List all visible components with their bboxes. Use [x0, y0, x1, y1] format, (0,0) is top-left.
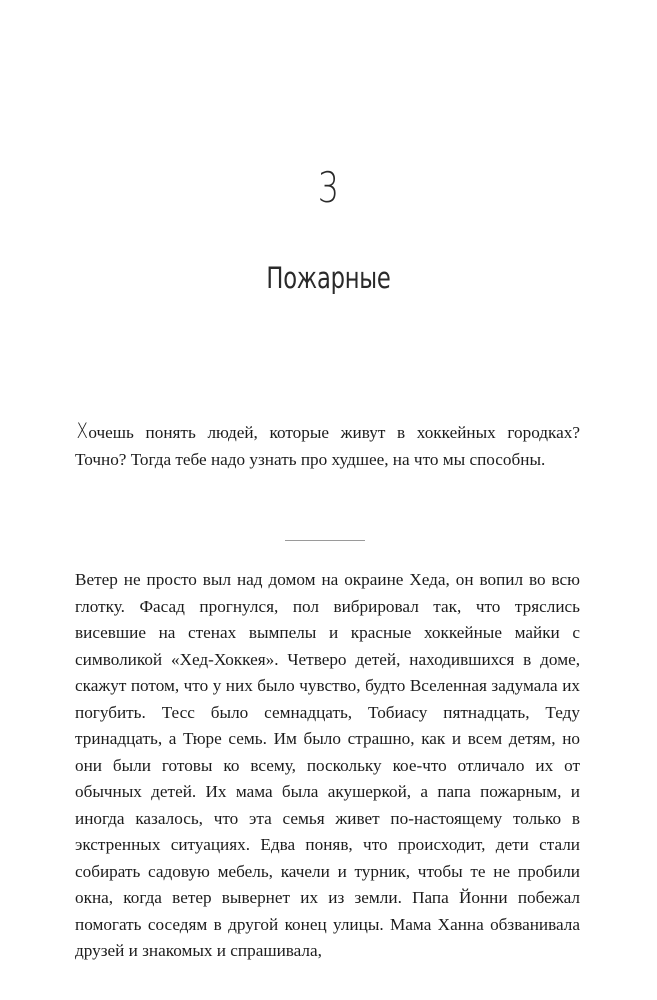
chapter-number: 3	[317, 163, 340, 212]
epigraph-drop-letter: Х	[76, 419, 88, 443]
body-paragraph: Ветер не просто выл над домом на окраине Хеда, он вопил во всю глотку. Фасад прогнулся, пол вибрировал так, что тряслись висевшие на стенах вымпелы и красные хоккейные майки с символикой «Хед-Хоккея». Четверо детей, находившихся в доме, скажут потом, что у них было чувство, будто Вселенная задумала их погубить. Тесс было семнадцать, Тобиасу пятнадцать, Теду тринадцать, а Тюре семь. Им было страшно, как и всем детям, но они были готовы ко всему, поскольку кое-что отличало их от обычных детей. Их мама была акушеркой, а папа пожарным, и иногда казалось, что эта семья живет по-настоящему только в экстренных ситуациях. Едва поняв, что происходит, дети стали собирать садовую мебель, качели и турник, чтобы те не пробили окна, когда ветер вывернет их из земли. Папа Йонни побежал помогать соседям в другой конец улицы. Мама Ханна обзванивала друзей и знакомых и спрашивала,	[75, 570, 580, 960]
chapter-title: Пожарные	[266, 261, 391, 295]
epigraph-paragraph	[75, 418, 580, 473]
epigraph-text: очешь понять людей, которые живут в хоккейных городках? Точно? Тогда тебе надо узнать про худшее, на что мы способны.	[75, 423, 580, 469]
section-divider	[285, 540, 365, 541]
